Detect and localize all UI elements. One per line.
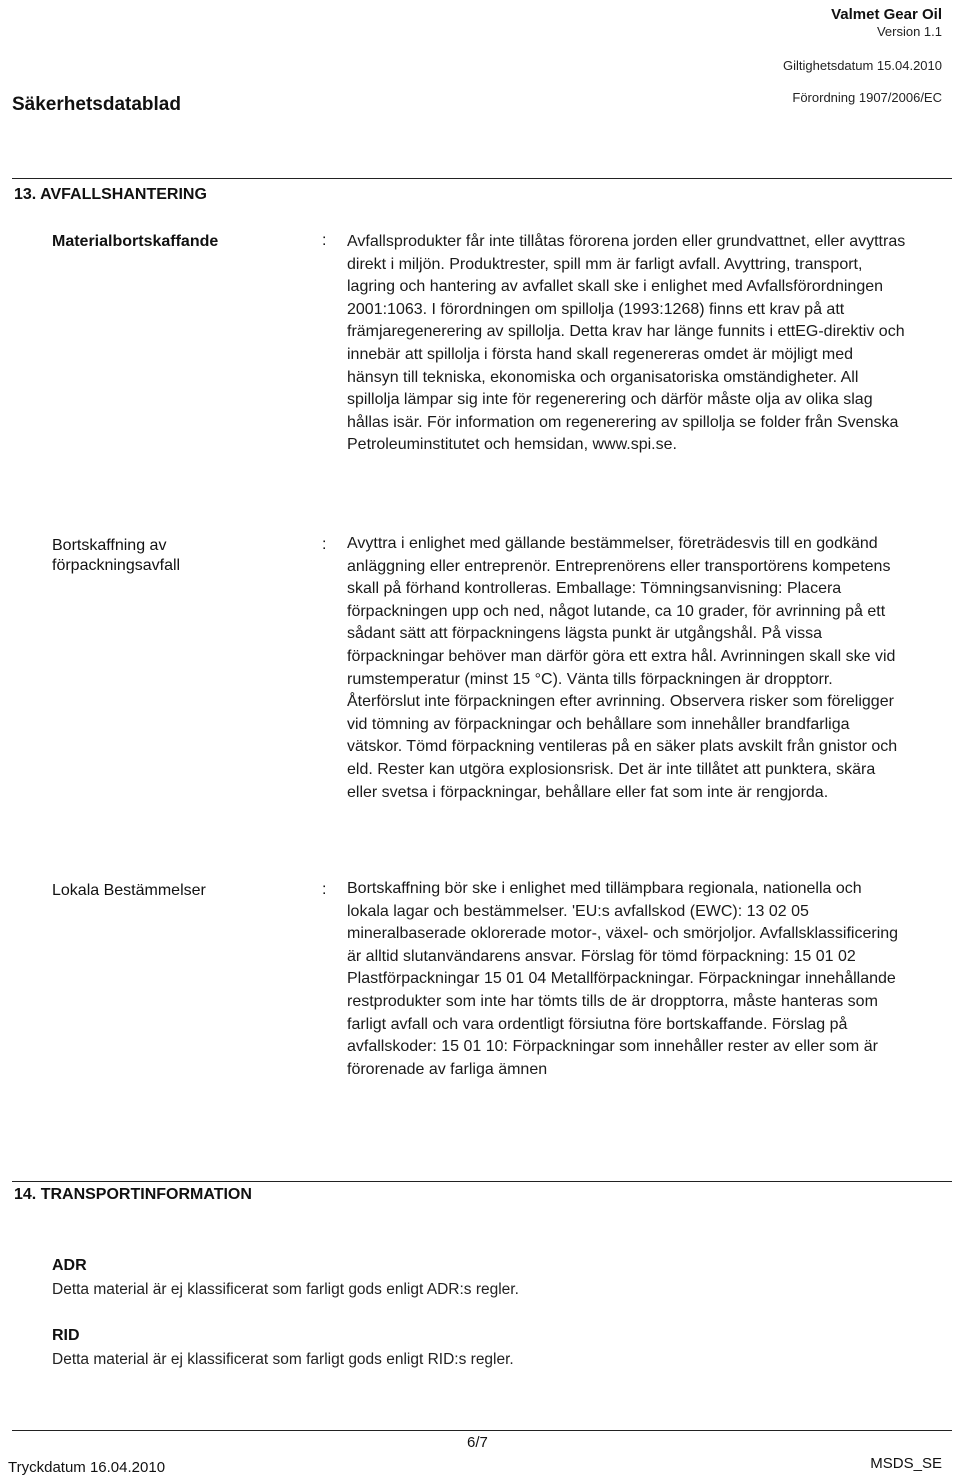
row-colon: : xyxy=(322,232,327,249)
row-colon: : xyxy=(322,881,327,898)
print-date: Tryckdatum 16.04.2010 xyxy=(8,1459,166,1476)
document-title: Säkerhetsdatablad xyxy=(12,94,181,115)
row-text-materialbortskaffande: Avfallsprodukter får inte tillåtas förorena jorden eller grundvattnet, eller avyttras direkt i miljön. Produktrester, spill mm är farligt avfall. Avyttring, transport, lagring och hantering av avfallet skall ske i enlighet med Avfallsförordningen 2001:1063. I förordningen om spillolja (1993:1268) finns ett krav på att främjaregenerering av spillolja. Detta krav har länge funnits i ettEG-direktiv och innebär att spillolja i första hand skall regenereras omdet är möjligt med hänsyn till tekniska, ekonomiska och organisatoriska omständigheter. All spillolja lämpar sig inte för regenerering och därför måste olja av olika slag hållas isär. För information om regenerering av spillolja se folder från Svenska Petroleuminstitutet och hemsidan, www.spi.se. xyxy=(347,233,906,454)
row-text-lokala-bestammelser: Bortskaffning bör ske i enlighet med tillämpbara regionala, nationella och lokala lagar och bestämmelser. 'EU:s avfallskod (EWC): 13 02 05 mineralbaserade oklorerade motor-, växel- och smörjoljor. Avfallsklassificering är alltid slutanvändarens ansvar. Förslag för tömd förpackning: 15 01 02 Plastförpackningar 15 01 04 Metallförpackningar. Förpackningar innehållande restprodukter som inte har tömts tills de är dropptorra, måste hanteras som farligt avfall och vara ordentligt försiutna före bortskaffande. Förslag på avfallskoder: 15 01 10: Förpackningar som innehåller rester av eller som är förorenade av farliga ämnen xyxy=(347,880,899,1078)
rid-heading: RID xyxy=(52,1327,80,1344)
validity-date: Giltighetsdatum 15.04.2010 xyxy=(783,58,942,73)
row-label-materialbortskaffande: Materialbortskaffande xyxy=(52,233,219,250)
row-colon: : xyxy=(322,536,327,553)
row-label-lokala-bestammelser: Lokala Bestämmelser xyxy=(52,882,206,899)
footer-divider xyxy=(12,1430,952,1431)
version: Version 1.1 xyxy=(876,24,942,39)
section-14-title: 14. TRANSPORTINFORMATION xyxy=(14,1186,252,1203)
page-number: 6/7 xyxy=(467,1434,488,1451)
adr-heading: ADR xyxy=(52,1257,87,1274)
row-text-forpackningsavfall: Avyttra i enlighet med gällande bestämmelser, företrädesvis till en godkänd anläggning eller entreprenör. Entreprenörens eller transportörens kompetens skall på förhand kontrolleras. Emballage: Tömningsanvisning: Placera förpackningen upp och ned, något lutande, ca 10 grader, för avrinning på ett sådant sätt att förpackningens lägsta punkt är utgångshål. På vissa förpackningar behöver man därför göra ett extra hål. Avrinningen skall ske vid rumstemperatur (minst 15 °C). Vänta tills förpackningen är dropptorr. Återförslut inte förpackningen efter avrinning. Observera risker som föreligger vid tömning av förpackningar och behållare som innehåller brandfarliga vätskor. Tömd förpackning ventileras på en säker plats avskilt från gnistor och eld. Rester kan utgöra explosionsrisk. Det är inte tillåtet att punktera, skära eller svetsa i förpackningar, behållare eller fat som inte är rengjorda. xyxy=(347,535,898,801)
product-name: Valmet Gear Oil xyxy=(831,6,942,23)
regulation: Förordning 1907/2006/EC xyxy=(792,90,942,105)
adr-text: Detta material är ej klassificerat som farligt gods enligt ADR:s regler. xyxy=(52,1281,519,1298)
divider xyxy=(12,1181,952,1182)
rid-text: Detta material är ej klassificerat som farligt gods enligt RID:s regler. xyxy=(52,1351,514,1368)
section-13-title: 13. AVFALLSHANTERING xyxy=(14,186,207,203)
row-label-forpackningsavfall: Bortskaffning av förpackningsavfall xyxy=(52,537,181,574)
divider xyxy=(12,178,952,179)
document-code: MSDS_SE xyxy=(870,1455,942,1472)
